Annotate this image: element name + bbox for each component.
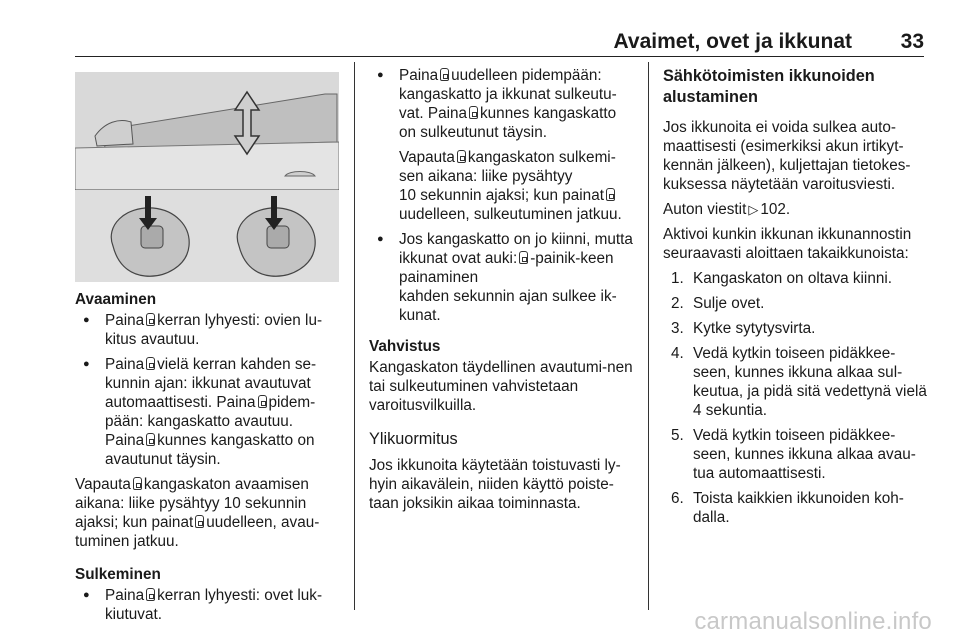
key-remote-icon xyxy=(133,477,142,490)
list-item: ● Paina uudelleen pidempään: kangaskatto ja ikkunat sulkeutu-vat. Paina kunnes kangaskatto on sulkeutunut täysin. xyxy=(369,66,637,142)
heading-window-init: Sähkötoimisten ikkunoiden alustaminen xyxy=(663,67,875,106)
key-remote-icon xyxy=(519,251,528,264)
column-3 xyxy=(663,66,929,533)
column-1 xyxy=(75,290,341,630)
key-remote-icon xyxy=(146,313,155,326)
key-remote-icon xyxy=(146,588,155,601)
key-remote-icon xyxy=(469,106,478,119)
header-rule xyxy=(75,56,924,57)
list-item-continuation: Vapauta kangaskaton sulkemi-sen aikana: liike pysähtyy 10 sekunnin ajaksi; kun painatuudelleen, sulkeutuminen jatkuu. xyxy=(399,149,622,223)
key-remote-icon xyxy=(258,395,267,408)
key-remote-icon xyxy=(606,188,615,201)
list-item: ● Paina vielä kerran kahden se-kunnin ajan: ikkunat avautuvat automaattisesti. Paina pidem-pään: kangaskatto avautuu. Paina kunnes kangaskatto on avautunut täysin. xyxy=(75,355,341,469)
column-2 xyxy=(369,66,637,519)
list-item: 6. Toista kaikkien ikkunoiden koh-dalla. xyxy=(671,490,904,526)
page-header xyxy=(0,22,960,62)
paragraph-1: Jos ikkunoita ei voida sulkea auto-maattisesti (esimerkiksi akun irtikyt-kennän jälkeen), kuljettajan tietokes-kuksessa näytetään varoitusviesti. xyxy=(663,119,911,193)
heading-overload: Ylikuormitus xyxy=(369,430,458,448)
list-item: ● Paina kerran lyhyesti: ovien lu-kitus avautuu. xyxy=(75,311,341,349)
key-remote-icon xyxy=(457,150,466,163)
car-window-and-key-illustration xyxy=(75,72,339,282)
column-divider-1 xyxy=(354,62,355,610)
paragraph-2: Auton viestit ▷ 102. xyxy=(663,201,791,218)
page-title: Avaimet, ovet ja ikkunat xyxy=(613,30,852,53)
key-remote-icon xyxy=(146,433,155,446)
overload-paragraph: Jos ikkunoita käytetään toistuvasti ly-hyin aikavälein, niiden käyttö poiste-taan joksikin aikaa toiminnasta. xyxy=(369,457,621,512)
page-number: 33 xyxy=(900,30,924,53)
key-remote-icon xyxy=(195,515,204,528)
key-remote-icon xyxy=(440,68,449,81)
heading-open: Avaaminen xyxy=(75,291,157,308)
list-item: 1. Kangaskaton on oltava kiinni. xyxy=(671,270,892,287)
heading-confirm: Vahvistus xyxy=(369,338,441,355)
list-item: 4. Vedä kytkin toiseen pidäkkee-seen, kunnes ikkuna alkaa sul-keutua, ja pidä sitä vedettynä vielä 4 sekuntia. xyxy=(671,345,927,419)
heading-close: Sulkeminen xyxy=(75,566,161,583)
key-remote-icon xyxy=(146,357,155,370)
list-item: 5. Vedä kytkin toiseen pidäkkee-seen, kunnes ikkuna alkaa avau-tua automaattisesti. xyxy=(671,427,916,482)
release-paragraph: Vapauta kangaskaton avaamisen aikana: liike pysähtyy 10 sekunnin ajaksi; kun painat uudelleen, avau-tuminen jatkuu. xyxy=(75,476,320,550)
list-item: 3. Kytke sytytysvirta. xyxy=(671,320,816,337)
watermark: carmanualsonline.info xyxy=(694,608,932,635)
list-item: ● Jos kangaskatto on jo kiinni, mutta ikkunat ovat auki: -painik-keen painaminen kahden sekunnin ajan sulkee ik-kunat. xyxy=(369,230,637,325)
reference-arrow-icon: ▷ xyxy=(748,202,759,217)
column-divider-2 xyxy=(648,62,649,610)
list-item: ● Paina kerran lyhyesti: ovet luk-kiutuvat. xyxy=(75,586,341,624)
paragraph-3: Aktivoi kunkin ikkunan ikkunannostin seuraavasti aloittaen takaikkunoista: xyxy=(663,226,912,262)
confirm-paragraph: Kangaskaton täydellinen avautumi-nen tai sulkeutuminen vahvistetaan varoitusvilkuilla. xyxy=(369,359,633,414)
list-item: 2. Sulje ovet. xyxy=(671,295,765,312)
